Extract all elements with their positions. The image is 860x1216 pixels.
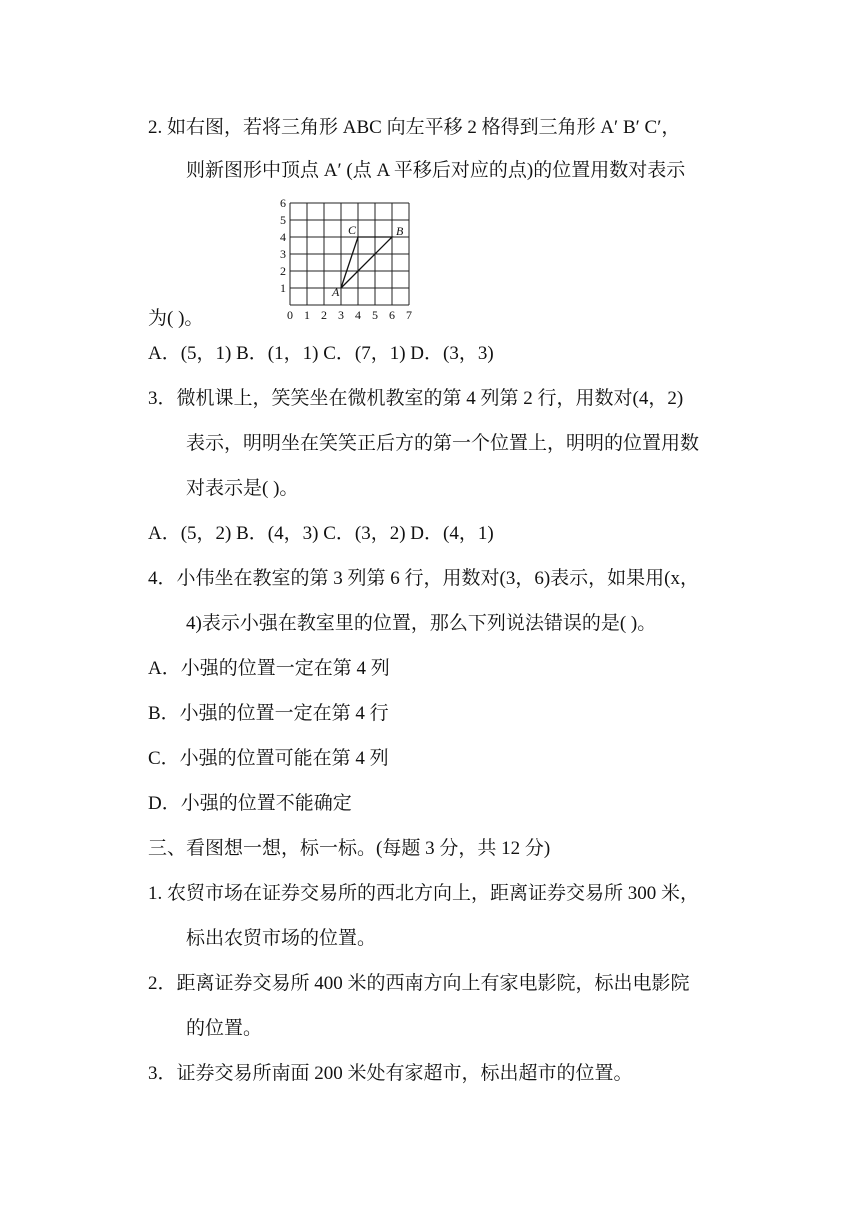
q3-options: A．(5，2) B．(4，3) C．(3，2) D．(4，1): [148, 523, 494, 544]
q2-line-3: 为( )。: [148, 308, 204, 329]
q4-option-c: C．小强的位置可能在第 4 列: [148, 748, 389, 769]
x-tick-label: 1: [304, 308, 310, 322]
point-label-c: C: [348, 223, 357, 237]
q2-line-1: 2. 如右图，若将三角形 ABC 向左平移 2 格得到三角形 A′ B′ C′，: [148, 117, 681, 138]
x-tick-label: 6: [389, 308, 395, 322]
coordinate-grid-figure: [276, 195, 426, 325]
q4-option-d: D．小强的位置不能确定: [148, 793, 352, 814]
section-3-heading: 三、看图想一想，标一标。(每题 3 分，共 12 分): [148, 838, 551, 859]
y-tick-label: 1: [280, 281, 286, 295]
x-tick-label: 3: [338, 308, 344, 322]
x-tick-label: 2: [321, 308, 327, 322]
y-tick-label: 3: [280, 247, 286, 261]
q4-option-b: B．小强的位置一定在第 4 行: [148, 703, 389, 724]
y-tick-label: 2: [280, 264, 286, 278]
y-tick-label: 4: [280, 230, 286, 244]
q2-options: A．(5，1) B．(1，1) C．(7，1) D．(3，3): [148, 343, 494, 364]
y-tick-label: 5: [280, 213, 286, 227]
point-label-a: A: [332, 285, 340, 299]
x-tick-label: 4: [355, 308, 361, 322]
x-tick-label: 0: [287, 308, 293, 322]
triangle-abc: [341, 237, 392, 288]
x-tick-label: 7: [406, 308, 412, 322]
q3-line-1: 3．微机课上，笑笑坐在微机教室的第 4 列第 2 行，用数对(4，2): [148, 388, 684, 409]
point-label-b: B: [396, 224, 404, 238]
q3-line-3: 对表示是( )。: [186, 478, 299, 499]
s3-q2-line-1: 2．距离证券交易所 400 米的西南方向上有家电影院，标出电影院: [148, 973, 690, 994]
y-tick-label: 6: [280, 196, 286, 210]
q4-option-a: A．小强的位置一定在第 4 列: [148, 658, 390, 679]
q2-line-2: 则新图形中顶点 A′ (点 A 平移后对应的点)的位置用数对表示: [186, 160, 686, 181]
s3-q3-line-1: 3．证券交易所南面 200 米处有家超市，标出超市的位置。: [148, 1063, 633, 1084]
s3-q1-line-2: 标出农贸市场的位置。: [186, 928, 377, 949]
q4-line-1: 4．小伟坐在教室的第 3 列第 6 行，用数对(3，6)表示，如果用(x，: [148, 568, 699, 589]
s3-q1-line-1: 1. 农贸市场在证券交易所的西北方向上，距离证券交易所 300 米，: [148, 883, 700, 904]
x-tick-label: 5: [372, 308, 378, 322]
s3-q2-line-2: 的位置。: [186, 1018, 263, 1039]
q3-line-2: 表示，明明坐在笑笑正后方的第一个位置上，明明的位置用数: [186, 433, 700, 454]
q4-line-2: 4)表示小强在教室里的位置，那么下列说法错误的是( )。: [186, 613, 657, 634]
